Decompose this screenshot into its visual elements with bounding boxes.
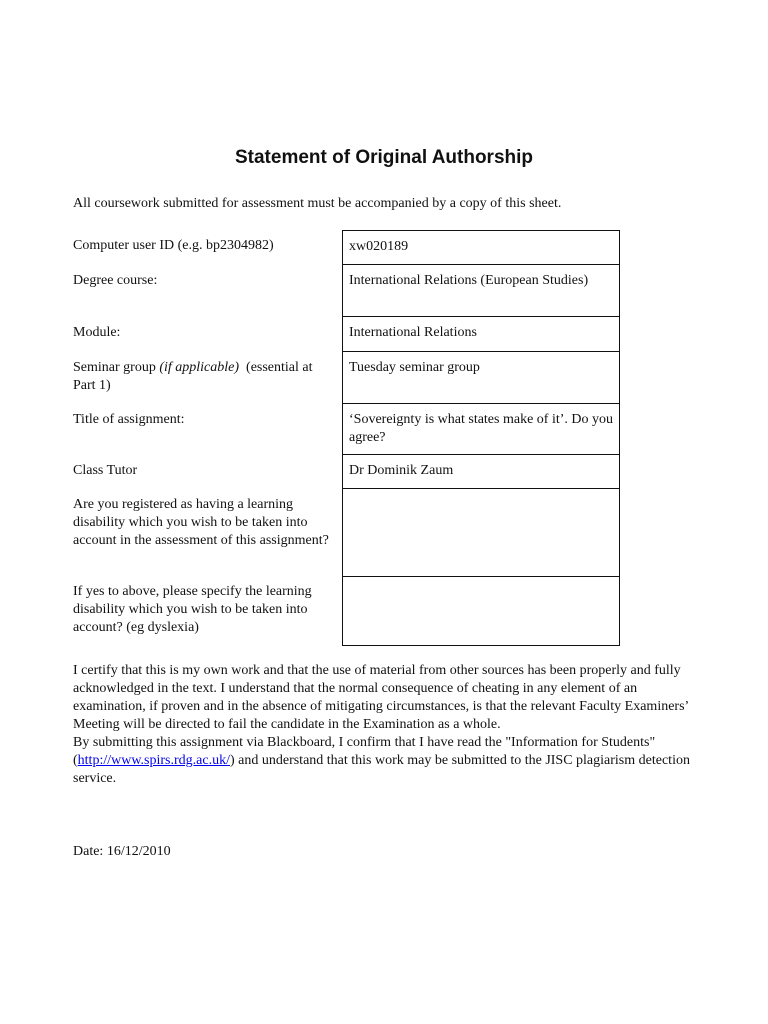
class-tutor-label: Class Tutor bbox=[73, 463, 138, 478]
seminar-group-label-text: Seminar group bbox=[73, 360, 160, 375]
form-row-seminar-group bbox=[73, 352, 620, 404]
user-id-label: Computer user ID (e.g. bp2304982) bbox=[73, 238, 274, 253]
form-row-assignment-title bbox=[73, 404, 620, 455]
disability-details-label: If yes to above, please specify the learning disability which you wish to be taken into account? (eg dyslexia) bbox=[73, 584, 312, 635]
certification-text: I certify that this is my own work and that the use of material from other sources has been properly and fully acknowledged in the text. I understand that the normal consequence of cheating in any element of an examination, if proven and in the absence of mitigating circumstances, is that the relevant Faculty Examiners’ Meeting will be directed to fail the candidate in the Examination as a whole. bbox=[73, 663, 689, 732]
class-tutor-field[interactable]: Dr Dominik Zaum bbox=[342, 455, 620, 489]
module-field[interactable]: International Relations bbox=[342, 317, 620, 352]
seminar-group-label-note: (if applicable) bbox=[159, 360, 240, 375]
form-row-learning-disability bbox=[73, 489, 620, 577]
submission-date: Date: 16/12/2010 bbox=[73, 844, 171, 859]
degree-course-label: Degree course: bbox=[73, 273, 158, 288]
form-row-user-id bbox=[73, 230, 620, 265]
learning-disability-field[interactable] bbox=[342, 489, 620, 577]
seminar-group-label bbox=[73, 359, 335, 395]
blackboard-statement bbox=[73, 734, 713, 788]
spirs-link[interactable]: http://www.spirs.rdg.ac.uk/ bbox=[77, 753, 230, 768]
user-id-field[interactable]: xw020189 bbox=[342, 230, 620, 265]
assignment-title-label: Title of assignment: bbox=[73, 412, 185, 427]
module-label: Module: bbox=[73, 325, 121, 340]
assignment-title-field[interactable]: ‘Sovereignty is what states make of it’. Do you agree? bbox=[342, 404, 620, 455]
disability-details-field[interactable] bbox=[342, 577, 620, 646]
page-title: Statement of Original Authorship bbox=[234, 147, 534, 168]
blackboard-text-start: By submitting this assignment via Blackboard, I confirm that I have read the "Information for Students" ( bbox=[73, 735, 656, 768]
seminar-group-label-suffix: (essential at Part 1) bbox=[73, 360, 317, 393]
degree-course-field[interactable]: International Relations (European Studies) bbox=[342, 265, 620, 317]
intro-text: All coursework submitted for assessment must be accompanied by a copy of this sheet. bbox=[73, 196, 562, 211]
form-row-class-tutor bbox=[73, 455, 620, 489]
blackboard-text-end: ) and understand that this work may be submitted to the JISC plagiarism detection service. bbox=[73, 753, 690, 786]
form-row-degree-course bbox=[73, 265, 620, 317]
form-row-disability-details bbox=[73, 577, 620, 646]
certification-statement bbox=[73, 662, 713, 788]
learning-disability-label: Are you registered as having a learning disability which you wish to be taken into account in the assessment of this assignment? bbox=[73, 497, 329, 548]
seminar-group-field[interactable]: Tuesday seminar group bbox=[342, 352, 620, 404]
form-row-module bbox=[73, 317, 620, 352]
